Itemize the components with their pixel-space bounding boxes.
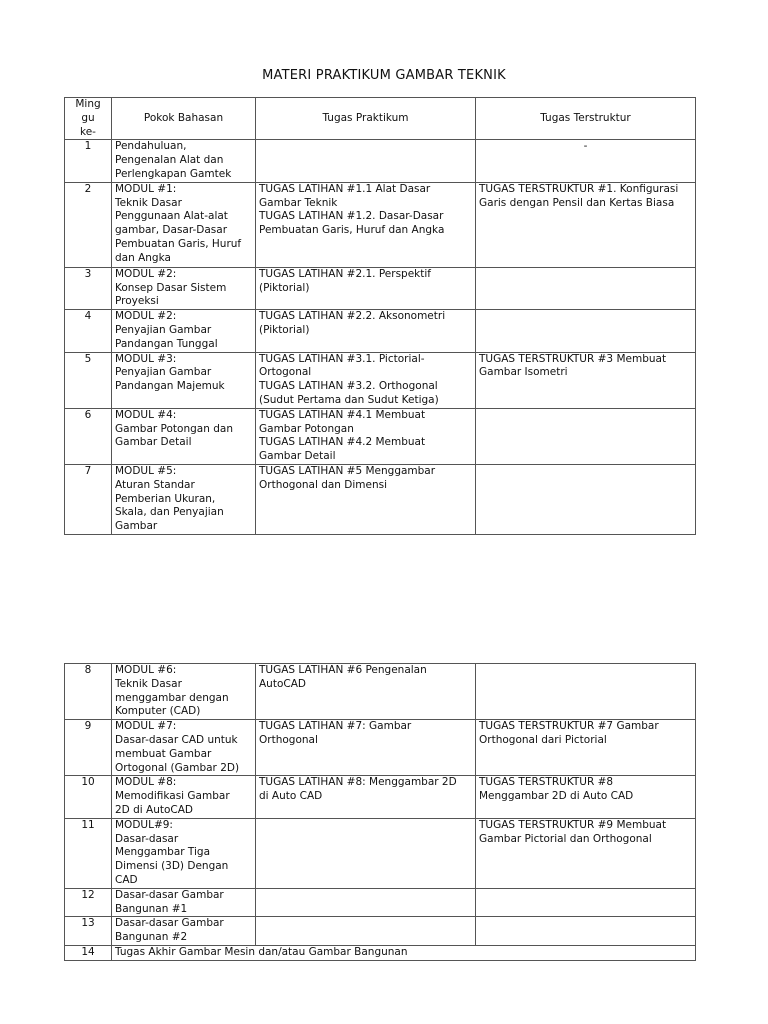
topic-line: Bangunan #2 bbox=[115, 931, 188, 944]
topic-cell bbox=[112, 917, 256, 946]
practicum-task-line: TUGAS LATIHAN #5 Menggambar bbox=[259, 464, 436, 477]
topic-line: MODUL #4: bbox=[115, 408, 177, 421]
table-row bbox=[65, 140, 696, 182]
practicum-task-line: TUGAS LATIHAN #3.1. Pictorial- bbox=[259, 352, 425, 365]
table-row bbox=[65, 267, 696, 309]
practicum-task-line: (Piktorial) bbox=[259, 281, 310, 294]
structured-task-cell bbox=[476, 464, 696, 534]
structured-task-cell bbox=[476, 664, 696, 720]
topic-line: Gambar Detail bbox=[115, 436, 192, 449]
topic-cell bbox=[112, 818, 256, 888]
topic-line: Pembuatan Garis, Huruf bbox=[115, 237, 242, 250]
topic-line: Pendahuluan, bbox=[115, 140, 187, 153]
practicum-task-cell bbox=[256, 664, 476, 720]
topic-line: menggambar dengan bbox=[115, 691, 229, 704]
topic-line: Dasar-dasar bbox=[115, 832, 179, 845]
header-practicum: Tugas Praktikum bbox=[256, 98, 476, 140]
structured-task-line: Menggambar 2D di Auto CAD bbox=[479, 790, 634, 803]
structured-task-line: TUGAS TERSTRUKTUR #1. Konfigurasi bbox=[479, 182, 679, 195]
structured-task-cell bbox=[476, 818, 696, 888]
practicum-task-cell bbox=[256, 310, 476, 352]
practicum-task-line: TUGAS LATIHAN #1.2. Dasar-Dasar bbox=[259, 210, 444, 223]
practicum-task-line: AutoCAD bbox=[259, 677, 306, 690]
structured-task-line: Orthogonal dari Pictorial bbox=[479, 733, 607, 746]
header-week bbox=[65, 98, 112, 140]
topic-line: MODUL #6: bbox=[115, 664, 177, 676]
topic-line: Penggunaan Alat-alat bbox=[115, 210, 228, 223]
topic-line: Menggambar Tiga bbox=[115, 846, 211, 859]
topic-line: Aturan Standar bbox=[115, 478, 195, 491]
topic-line: MODUL #3: bbox=[115, 352, 177, 365]
topic-line: Perlengkapan Gamtek bbox=[115, 167, 232, 180]
practicum-task-line: TUGAS LATIHAN #3.2. Orthogonal bbox=[259, 380, 438, 393]
week-number-cell: 1 bbox=[65, 140, 112, 182]
structured-task-line: - bbox=[583, 140, 588, 153]
practicum-task-line: TUGAS LATIHAN #1.1 Alat Dasar bbox=[259, 182, 431, 195]
week-number-cell: 12 bbox=[65, 888, 112, 917]
final-assignment-cell: Tugas Akhir Gambar Mesin dan/atau Gambar Bangunan bbox=[112, 945, 696, 960]
topic-line: Penyajian Gambar bbox=[115, 323, 212, 336]
topic-cell bbox=[112, 776, 256, 818]
topic-line: Teknik Dasar bbox=[115, 677, 182, 690]
topic-line: Dasar-dasar Gambar bbox=[115, 888, 224, 901]
topic-line: MODUL #5: bbox=[115, 464, 177, 477]
header-structured: Tugas Terstruktur bbox=[476, 98, 696, 140]
table-row bbox=[65, 408, 696, 464]
schedule-table-part-2 bbox=[64, 663, 696, 961]
topic-line: Teknik Dasar bbox=[115, 196, 182, 209]
practicum-task-cell bbox=[256, 352, 476, 408]
topic-line: Komputer (CAD) bbox=[115, 705, 201, 718]
practicum-task-line: Orthogonal bbox=[259, 733, 318, 746]
practicum-task-line: TUGAS LATIHAN #2.2. Aksonometri bbox=[259, 310, 446, 323]
topic-line: MODUL #7: bbox=[115, 720, 177, 733]
topic-cell bbox=[112, 310, 256, 352]
table-row-final bbox=[65, 945, 696, 960]
practicum-task-cell bbox=[256, 720, 476, 776]
topic-line: membuat Gambar bbox=[115, 747, 212, 760]
table-row bbox=[65, 182, 696, 267]
practicum-task-cell bbox=[256, 917, 476, 946]
practicum-task-line: Gambar Detail bbox=[259, 450, 336, 463]
practicum-task-cell bbox=[256, 267, 476, 309]
topic-line: MODUL #1: bbox=[115, 182, 177, 195]
document-title: MATERI PRAKTIKUM GAMBAR TEKNIK bbox=[262, 68, 506, 83]
practicum-task-cell bbox=[256, 408, 476, 464]
week-number-cell: 13 bbox=[65, 917, 112, 946]
table-row bbox=[65, 818, 696, 888]
practicum-task-line: Pembuatan Garis, Huruf dan Angka bbox=[259, 224, 445, 237]
header-topic: Pokok Bahasan bbox=[112, 98, 256, 140]
structured-task-cell bbox=[476, 408, 696, 464]
practicum-task-line: (Sudut Pertama dan Sudut Ketiga) bbox=[259, 393, 439, 406]
table-row bbox=[65, 917, 696, 946]
structured-task-cell bbox=[476, 917, 696, 946]
week-number-cell: 10 bbox=[65, 776, 112, 818]
topic-line: 2D di AutoCAD bbox=[115, 803, 194, 816]
practicum-task-line: TUGAS LATIHAN #2.1. Perspektif bbox=[259, 267, 431, 280]
practicum-task-cell bbox=[256, 182, 476, 267]
table-body-part-2 bbox=[65, 664, 696, 961]
table-row bbox=[65, 888, 696, 917]
topic-line: CAD bbox=[115, 873, 138, 886]
week-number-cell: 8 bbox=[65, 664, 112, 720]
topic-line: Pandangan Majemuk bbox=[115, 380, 225, 393]
structured-task-cell bbox=[476, 182, 696, 267]
week-number-cell: 4 bbox=[65, 310, 112, 352]
schedule-table-part-1 bbox=[64, 97, 696, 535]
topic-cell bbox=[112, 888, 256, 917]
topic-line: dan Angka bbox=[115, 251, 171, 264]
header-week-line: Ming bbox=[75, 98, 101, 110]
practicum-task-cell bbox=[256, 140, 476, 182]
structured-task-line: TUGAS TERSTRUKTUR #3 Membuat bbox=[479, 352, 667, 365]
practicum-task-line: Gambar Potongan bbox=[259, 422, 354, 435]
topic-line: Proyeksi bbox=[115, 295, 159, 308]
practicum-task-line: Ortogonal bbox=[259, 366, 312, 379]
practicum-task-line: di Auto CAD bbox=[259, 790, 323, 803]
table-row bbox=[65, 664, 696, 720]
week-number-cell: 9 bbox=[65, 720, 112, 776]
practicum-task-line: TUGAS LATIHAN #4.1 Membuat bbox=[259, 408, 426, 421]
structured-task-cell bbox=[476, 352, 696, 408]
structured-task-cell bbox=[476, 888, 696, 917]
practicum-task-cell bbox=[256, 776, 476, 818]
week-number-cell: 2 bbox=[65, 182, 112, 267]
week-number-cell: 14 bbox=[65, 945, 112, 960]
table-header-row bbox=[65, 98, 696, 140]
topic-line: Penyajian Gambar bbox=[115, 366, 212, 379]
table-body-part-1 bbox=[65, 140, 696, 535]
structured-task-cell bbox=[476, 720, 696, 776]
practicum-task-line: Gambar Teknik bbox=[259, 196, 338, 209]
week-number-cell: 5 bbox=[65, 352, 112, 408]
topic-line: Pemberian Ukuran, bbox=[115, 492, 216, 505]
practicum-task-line: Orthogonal dan Dimensi bbox=[259, 478, 388, 491]
topic-line: Dimensi (3D) Dengan bbox=[115, 860, 229, 873]
structured-task-line: Gambar Pictorial dan Orthogonal bbox=[479, 832, 652, 845]
structured-task-line: Gambar Isometri bbox=[479, 366, 568, 379]
topic-line: Pandangan Tunggal bbox=[115, 337, 218, 350]
header-week-line: gu bbox=[81, 111, 95, 124]
practicum-task-line: TUGAS LATIHAN #4.2 Membuat bbox=[259, 436, 426, 449]
topic-cell bbox=[112, 464, 256, 534]
table-row bbox=[65, 776, 696, 818]
topic-line: Memodifikasi Gambar bbox=[115, 790, 230, 803]
practicum-task-line: TUGAS LATIHAN #6 Pengenalan bbox=[259, 664, 427, 676]
structured-task-cell bbox=[476, 776, 696, 818]
practicum-task-cell bbox=[256, 818, 476, 888]
week-number-cell: 11 bbox=[65, 818, 112, 888]
practicum-task-line: TUGAS LATIHAN #8: Menggambar 2D bbox=[259, 776, 457, 789]
topic-line: MODUL#9: bbox=[115, 818, 173, 831]
topic-line: Ortogonal (Gambar 2D) bbox=[115, 761, 240, 774]
topic-cell bbox=[112, 720, 256, 776]
table-row bbox=[65, 464, 696, 534]
topic-line: Dasar-dasar CAD untuk bbox=[115, 733, 238, 746]
week-number-cell: 6 bbox=[65, 408, 112, 464]
table-row bbox=[65, 720, 696, 776]
header-week-line: ke- bbox=[80, 125, 96, 138]
structured-task-cell bbox=[476, 267, 696, 309]
topic-line: Gambar bbox=[115, 520, 158, 533]
topic-cell bbox=[112, 182, 256, 267]
structured-task-line: TUGAS TERSTRUKTUR #9 Membuat bbox=[479, 818, 667, 831]
table-row bbox=[65, 352, 696, 408]
topic-line: MODUL #8: bbox=[115, 776, 177, 789]
topic-line: MODUL #2: bbox=[115, 267, 177, 280]
practicum-task-line: TUGAS LATIHAN #7: Gambar bbox=[259, 720, 412, 733]
topic-cell bbox=[112, 140, 256, 182]
topic-line: Gambar Potongan dan bbox=[115, 422, 233, 435]
topic-line: Bangunan #1 bbox=[115, 902, 188, 915]
table-row bbox=[65, 310, 696, 352]
practicum-task-cell bbox=[256, 888, 476, 917]
topic-line: Pengenalan Alat dan bbox=[115, 154, 224, 167]
topic-line: gambar, Dasar-Dasar bbox=[115, 224, 228, 237]
topic-cell bbox=[112, 408, 256, 464]
topic-line: Konsep Dasar Sistem bbox=[115, 281, 227, 294]
week-number-cell: 7 bbox=[65, 464, 112, 534]
practicum-task-line: (Piktorial) bbox=[259, 323, 310, 336]
structured-task-line: TUGAS TERSTRUKTUR #7 Gambar bbox=[479, 720, 659, 733]
structured-task-cell bbox=[476, 140, 696, 182]
structured-task-line: TUGAS TERSTRUKTUR #8 bbox=[479, 776, 614, 789]
topic-cell bbox=[112, 352, 256, 408]
week-number-cell: 3 bbox=[65, 267, 112, 309]
topic-cell bbox=[112, 664, 256, 720]
topic-line: Dasar-dasar Gambar bbox=[115, 917, 224, 930]
topic-cell bbox=[112, 267, 256, 309]
structured-task-line: Garis dengan Pensil dan Kertas Biasa bbox=[479, 196, 675, 209]
structured-task-cell bbox=[476, 310, 696, 352]
topic-line: MODUL #2: bbox=[115, 310, 177, 323]
practicum-task-cell bbox=[256, 464, 476, 534]
topic-line: Skala, dan Penyajian bbox=[115, 506, 224, 519]
